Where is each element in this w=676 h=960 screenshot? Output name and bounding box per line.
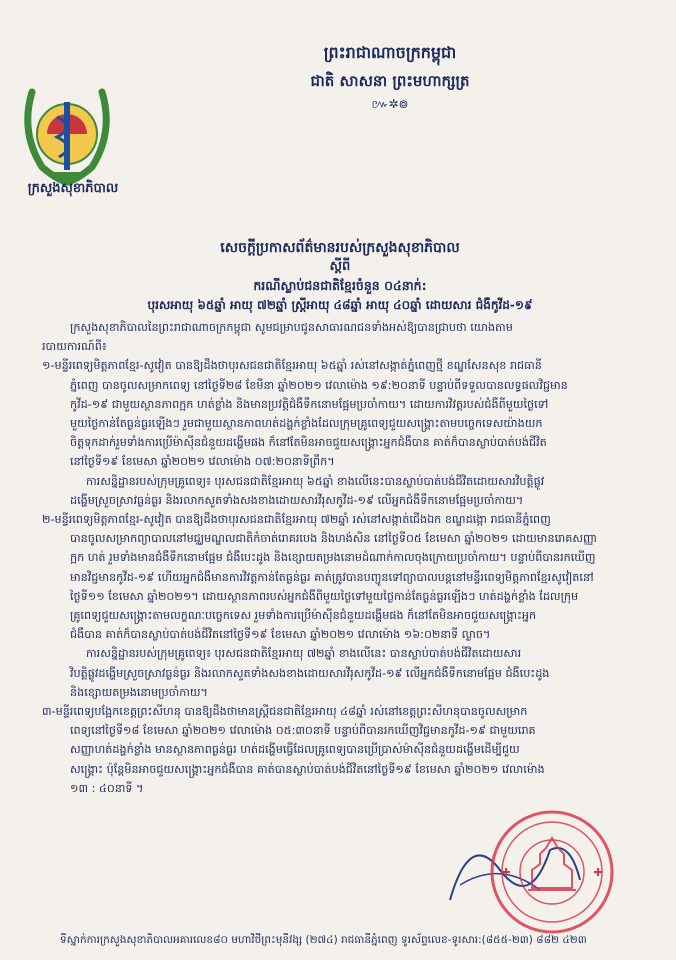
conclusion-2-line: និងខ្សោយតម្រងនោមប្រចាំកាយ។	[70, 685, 208, 699]
case-3-line: សញ្ញាហត់ដង្ហក់ខ្លាំង មានស្ថានភាពធ្ងន់ធ្ងរ ហត់ដង្ហើមធ្វើដែលគ្រូពេទ្យបានប្រើប្រាស់ម៉ាស៊ីនជំនួយដង្ហើមដើម្បីជួយ	[70, 743, 520, 757]
case-2-line: គ្រូពេទ្យជួយសង្គ្រោះតាមលក្ខណៈបច្ចេកទេស រួមទាំងការប្រើម៉ាស៊ីនជំនួយដង្ហើមផង ក៏នៅតែមិនអាចជួយសង្គ្រោះអ្នក	[70, 609, 537, 623]
case-3-line: ពេទ្យនៅថ្ងៃទី១៨ ខែមេសា ឆ្នាំ២០២១ វេលាម៉ោង ០៥:៣០នាទី បន្ទាប់ពីបានរកឃើញវិជ្ជមានកូវីដ-១៩ ជាមួយរោគ	[70, 724, 536, 738]
document-subject-label: ស្ដីពី	[329, 259, 351, 274]
case-3-line: ៣-មន្ទីរពេទ្យបង្អែកខេត្តព្រះសីហនុ បានឱ្យដឹងថាមានស្ត្រីជនជាតិខ្មែរអាយុ ៤៨ឆ្នាំ រស់នៅខេត្តព្រះសីហនុបានចូលសម្រាក	[42, 705, 528, 719]
case-1-line: កូវីដ-១៩ ជាមួយស្ថានភាពក្អក ហត់ខ្លាំង និងមានប្រវត្តិជំងឺទឹកនោមផ្អែមប្រចាំកាយ។ ដោយការវិវត្តរបស់ជំងឺពីមួយថ្ងៃទៅ	[70, 397, 549, 411]
case-2-line: បានចូលសម្រាកព្យាបាលនៅមជ្ឈមណ្ឌលជាតិកំចាត់រោគរបេង និងហង់សិន នៅថ្ងៃទី០៥ ខែមេសា ឆ្នាំ២០២១ ដោយមានរោគសញ្ញា	[70, 532, 597, 546]
ministry-logo-icon	[12, 72, 122, 190]
document-subject-detail: បុរសអាយុ ៦៥ឆ្នាំ អាយុ ៧២ឆ្នាំ ស្ត្រីអាយុ ៤៨ឆ្នាំ អាយុ ៤០ឆ្នាំ ដោយសារ ជំងឺកូវីដ-១៩	[147, 298, 533, 312]
footer-address: ទីស្នាក់ការក្រសួងសុខាភិបាលអគារលេខ៨០ មហាវិថីព្រះមុនីវង្ស (២៧៤) រាជធានីភ្នំពេញ ទូរស័ព្ទលេខ-ទូរសារ:(៨៥៥-២៣) ៨៨២ ៤២៣	[60, 934, 587, 946]
document-subject: ករណីស្លាប់ជនជាតិខ្មែរចំនួន ០៤នាក់:	[253, 278, 427, 293]
conclusion-2-line: វិបត្តិផ្លូវដង្ហើមស្រួចស្រាវធ្ងន់ធ្ងរ និងរលាកសួតទាំងសងខាងដោយសារវីរុសកូវីដ-១៩ លើអ្នកជំងឺទឹកនោមផ្អែម ជំងឺបេះដូង	[70, 666, 550, 680]
case-2-line: ២-មន្ទីរពេទ្យមិត្តភាពខ្មែរ-សូវៀត បានឱ្យដឹងថាបុរសជនជាតិខ្មែរអាយុ ៧២ឆ្នាំ រស់នៅសង្កាត់ជើងឯក ខណ្ឌដង្កោ រាជធានីភ្នំពេញ	[42, 513, 551, 527]
ornament-symbol: ៚✲៙	[371, 97, 409, 111]
case-3-line: សង្គ្រោះ ប៉ុន្តែមិនអាចជួយសង្គ្រោះអ្នកជំងឺបាន គាត់បានស្លាប់បាត់បង់ជីវិតនៅថ្ងៃទី១៩ ខែមេសា ឆ្នាំ២០២១ វេលាម៉ោង	[70, 762, 545, 776]
case-2-line: ក្អក ហត់ រួមទាំងមានជំងឺទឹកនោមផ្អែម ជំងឺបេះដូង និងខ្សោយតម្រងនោមដំណាក់កាលចុងក្រោយប្រចាំកាយ។ បន្ទាប់ពីបានរកឃើញ	[70, 551, 596, 565]
document-body	[42, 318, 652, 798]
case-3-line: ១៣ : ៤០នាទី ។	[70, 781, 144, 795]
intro-line: របាយការណ៍ពី៖	[42, 340, 107, 354]
ministry-name: ក្រសួងសុខាភិបាល	[27, 181, 119, 196]
document-title: សេចក្ដីប្រកាសព័ត៌មានរបស់ក្រសួងសុខាភិបាល	[220, 240, 460, 256]
conclusion-1-line: ការសន្និដ្ឋានរបស់ក្រុមគ្រូពេទ្យ៖ បុរសជនជាតិខ្មែរអាយុ ៦៥ឆ្នាំ ខាងលើនេះបានស្លាប់បាត់បង់ជីវិតដោយសារវិបត្តិផ្លូវ	[86, 474, 545, 488]
intro-line: ក្រសួងសុខាភិបាលនៃព្រះរាជាណាចក្រកម្ពុជា សូមជម្រាបជូនសាធារណជនទាំងអស់ឱ្យបានជ្រាបថា យោងតាម	[70, 321, 513, 334]
case-2-line: មានវិជ្ជមានកូវីដ-១៩ ហើយអ្នកជំងឺមានការវិវត្តកាន់តែធ្ងន់ធ្ងរ គាត់ត្រូវបានបញ្ជូនទៅព្យាបាលបន្តនៅមន្ទីរពេទ្យមិត្តភាពខ្មែរសូវៀតនៅ	[70, 570, 594, 584]
national-motto: ជាតិ សាសនា ព្រះមហាក្សត្រ	[310, 72, 470, 90]
kingdom-heading: ព្រះរាជាណាចក្រកម្ពុជា	[323, 43, 457, 62]
case-1-line: នៅថ្ងៃទី១៩ ខែមេសា ឆ្នាំ២០២១ វេលាម៉ោង ០៧:២០នាទីព្រឹក។	[70, 455, 335, 469]
case-1-line: មួយថ្ងៃកាន់តែធ្ងន់ធ្ងរឡើងៗ រួមជាមួយស្ថានភាពហត់ដង្ហក់ខ្លាំងដែលក្រុមគ្រូពេទ្យជួយសង្គ្រោះតាមបច្ចេកទេសយ៉ាងយក	[70, 417, 543, 431]
case-1-line: ភ្នំពេញ បានចូលសម្រាកពេទ្យ នៅថ្ងៃទី២៨ ខែមីនា ឆ្នាំ២០២១ វេលាម៉ោង ១៩:២០នាទី បន្ទាប់ពីទទួលបានលទ្ធផលវិជ្ជមាន	[70, 378, 568, 392]
conclusion-1-line: ដង្ហើមស្រួចស្រាវធ្ងន់ធ្ងរ និងរលាកសួតទាំងសងខាងដោយសារវីរុសកូវីដ-១៩ លើអ្នកជំងឺទឹកនោមផ្អែមប្រចាំកាយ។	[70, 493, 524, 507]
official-seal-icon	[488, 808, 616, 936]
case-2-line: ថ្ងៃទី១១ ខែមេសា ឆ្នាំ២០២១។ ដោយស្ថានភាពរបស់អ្នកជំងឺពីមួយថ្ងៃទៅមួយថ្ងៃកាន់តែធ្ងន់ធ្ងរឡើងៗ ហត់ដង្ហក់ខ្លាំង ដែលក្រុម	[70, 589, 579, 603]
case-1-line: ចិត្តទុកដាក់រួមទាំងការប្រើម៉ាស៊ីនជំនួយដង្ហើមផង ក៏នៅតែមិនអាចជួយសង្គ្រោះអ្នកជំងឺបាន គាត់ក៏បានស្លាប់បាត់បង់ជីវិត	[70, 436, 547, 450]
conclusion-2-line: ការសន្និដ្ឋានរបស់ក្រុមគ្រូពេទ្យ៖ បុរសជនជាតិខ្មែរអាយុ ៧២ឆ្នាំ ខាងលើនេះ បានស្លាប់បាត់បង់ជីវិតដោយសារ	[86, 647, 522, 661]
case-1-line: ១-មន្ទីរពេទ្យមិត្តភាពខ្មែរ-សូវៀត បានឱ្យដឹងថាបុរសជនជាតិខ្មែរអាយុ ៦៥ឆ្នាំ រស់នៅសង្កាត់ភ្នំពេញថ្មី ខណ្ឌសែនសុខ រាជធានី	[42, 359, 542, 373]
case-2-line: ជំងឺបាន គាត់ក៏បានស្លាប់បាត់បង់ជីវិតនៅថ្ងៃទី១៩ ខែមេសា ឆ្នាំ២០២១ វេលាម៉ោង ១៦:០២នាទី ល្ងាច។	[70, 628, 491, 642]
